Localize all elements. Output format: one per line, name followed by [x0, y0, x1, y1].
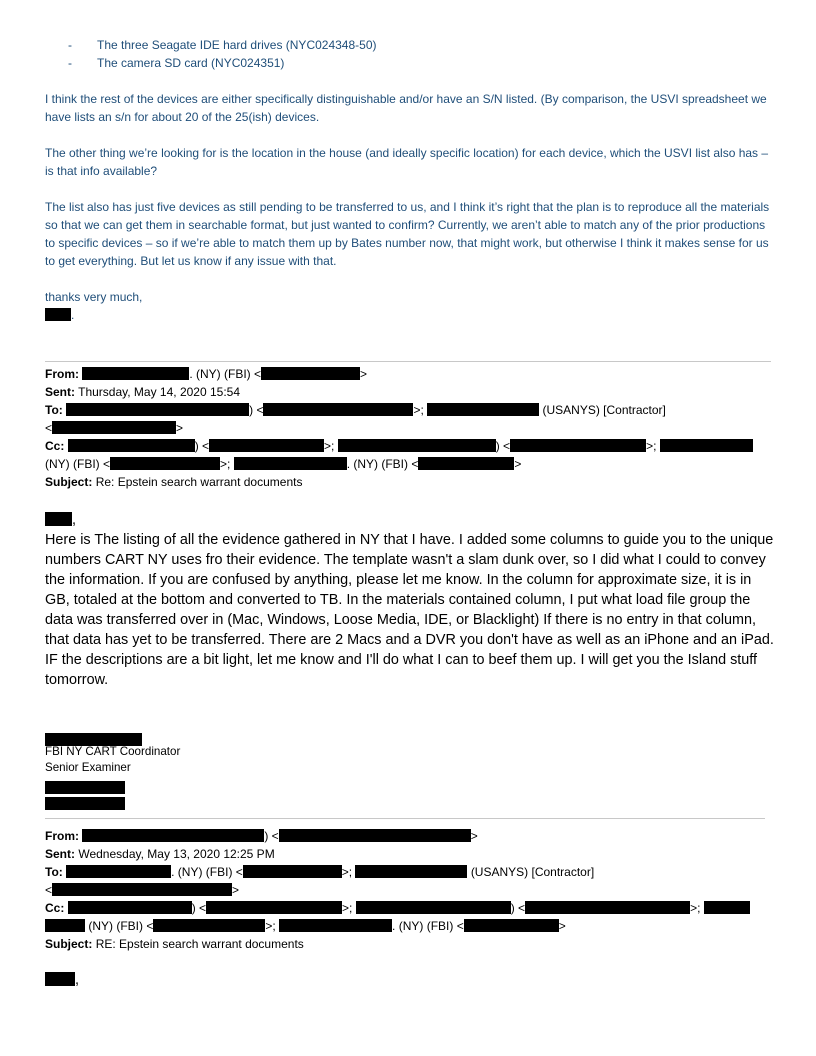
redaction-box [52, 421, 176, 434]
redaction-box [261, 367, 360, 380]
greeting-redacted: , [45, 970, 79, 990]
redaction-box [66, 403, 249, 416]
greeting-redacted: , [45, 510, 76, 530]
email1-cc-cont: (NY) (FBI) < >; . (NY) (FBI) < > [45, 457, 522, 471]
redaction-box [418, 457, 514, 470]
email2-sent: Sent: Wednesday, May 13, 2020 12:25 PM [45, 847, 275, 861]
email1-subject: Subject: Re: Epstein search warrant documents [45, 475, 303, 489]
email2-subject: Subject: RE: Epstein search warrant documents [45, 937, 304, 951]
email2-to: To: . (NY) (FBI) < >; (USANYS) [Contractor] [45, 865, 595, 879]
email1-to: To: ) < >; (USANYS) [Contractor] [45, 403, 666, 417]
email2-from: From: ) < > [45, 829, 478, 843]
reply-paragraph-3: The list also has just five devices as still pending to be transferred to us, and I think it’s right that the plan is to reproduce all the materials so that we can get them in searchable format, but just wanted to confirm? Currently, we aren’t able to match any of the prior productions to specific devices – so if we’re able to match them up by Bates number now, that might work, but otherwise I think it makes sense for us to get everything. But let us know if any issue with that. [45, 200, 770, 268]
redaction-box [68, 439, 195, 452]
redaction-box [525, 901, 690, 914]
email2-cc-cont: (NY) (FBI) < >; . (NY) (FBI) < > [45, 917, 566, 935]
redaction-box [66, 865, 171, 878]
list-dash: - [68, 56, 72, 70]
redaction-box [45, 781, 125, 794]
list-dash: - [68, 38, 72, 52]
signature-title: FBI NY CART Coordinator [45, 745, 181, 758]
redaction-box [338, 439, 496, 452]
redaction-box [279, 919, 392, 932]
redaction-box [45, 512, 72, 526]
email1-body: Here is The listing of all the evidence gathered in NY that I have. I added some columns to guide you to the unique numbers CART NY uses fro their evidence. The template wasn't a slam dunk over, so I did what I could to convey the information. If you are confused by anything, please let me know. In the column for approximate size, it is in GB, totaled at the bottom and converted to TB. In the materials contained column, I put what load file group the data was transferred over in (Mac, Windows, Loose Media, IDE, or Blacklight) If there is no entry in that column, that data has yet to be transferred. There are 2 Macs and a DVR you don't have as well as an iPhone and an iPad. IF the descriptions are a bit light, let me know and I'll do what I can to beef them up. I will get you the Island stuff tomorrow. [45, 532, 774, 688]
separator [45, 818, 765, 819]
redaction-box [234, 457, 347, 470]
list-item: The three Seagate IDE hard drives (NYC024348-50) [97, 38, 377, 52]
email1-from: From: . (NY) (FBI) < > [45, 367, 368, 381]
redaction-box [45, 972, 75, 986]
email1-sent: Sent: Thursday, May 14, 2020 15:54 [45, 385, 241, 399]
redaction-box [279, 829, 471, 842]
redaction-box [206, 901, 342, 914]
redaction-box [263, 403, 413, 416]
email1-to-cont: < > [45, 421, 184, 435]
redaction-box [45, 919, 85, 932]
list-item: The camera SD card (NYC024351) [97, 56, 285, 70]
email2-cc: Cc: ) < >; ) < >; [45, 899, 750, 917]
redaction-box [82, 367, 189, 380]
redaction-box [243, 865, 342, 878]
redaction-box [45, 308, 71, 321]
separator [45, 361, 771, 362]
redaction-box [209, 439, 324, 452]
closing: thanks very much, [45, 290, 143, 304]
reply-paragraph-2: The other thing we’re looking for is the location in the house (and ideally specific location) for each device, which the USVI list also has – is that info available? [45, 146, 769, 178]
redaction-box [427, 403, 539, 416]
redaction-box [356, 901, 511, 914]
redaction-box [82, 829, 264, 842]
email1-cc: Cc: ) < >; ) < >; [45, 437, 753, 455]
redaction-box [52, 883, 232, 896]
sender-name-redacted: . [45, 306, 74, 324]
email2-to-cont: < > [45, 883, 240, 897]
redaction-box [355, 865, 467, 878]
redaction-box [660, 439, 753, 452]
redaction-box [153, 919, 265, 932]
signature-role: Senior Examiner [45, 761, 131, 774]
redaction-box [110, 457, 220, 470]
reply-paragraph-1: I think the rest of the devices are either specifically distinguishable and/or have an S/N listed. (By comparison, the USVI spreadsheet we have lists an s/n for about 20 of the 25(ish) devices. [45, 92, 767, 124]
redaction-box [510, 439, 646, 452]
redaction-box [68, 901, 192, 914]
redaction-box [464, 919, 559, 932]
redaction-box [45, 797, 125, 810]
signature-line-redacted [45, 795, 125, 813]
redaction-box [704, 901, 750, 914]
